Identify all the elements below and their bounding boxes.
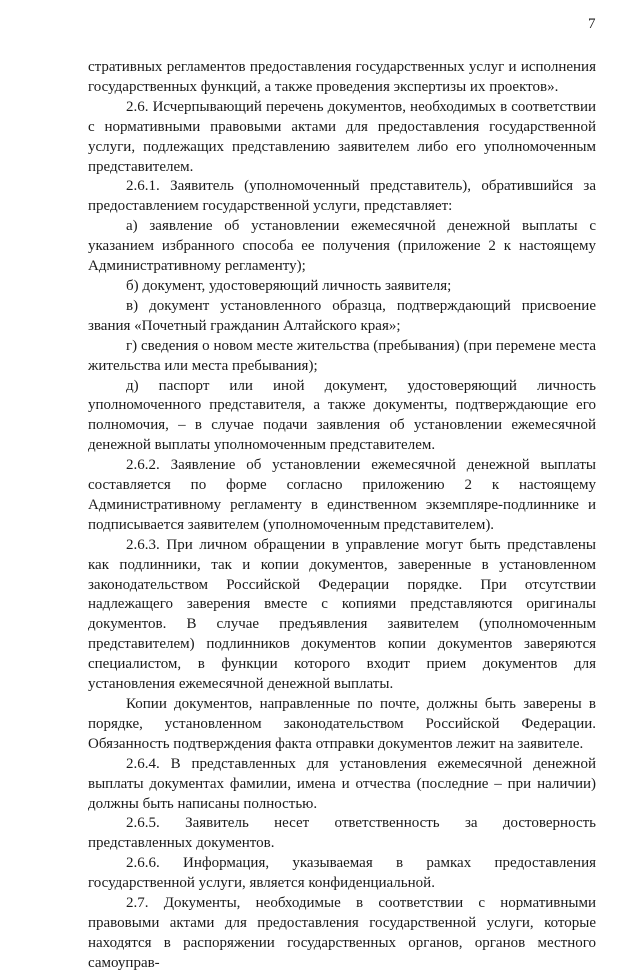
paragraph: б) документ, удостоверяющий личность заявителя; <box>126 277 452 294</box>
paragraph: 2.7. Документы, необходимые в соответствии с нормативными правовыми актами для предоставления государственной услуги, которые находятся в распоряжении государственных органов, органов местного самоуправ- <box>88 895 596 971</box>
paragraph: 2.6.3. При личном обращении в управление могут быть представлены как подлинники, так и копии документов, заверенные в установленном законодательством Российской Федерации порядке. При отсутствии надлежащего заверения вместе с копиями представляются оригиналы документов. В случае предъявления заявителем (уполномоченным представителем) подлинников документов копии документов заверяются специалистом, в функции которого входит прием документов для установления ежемесячной денежной выплаты. <box>88 536 596 693</box>
paragraph: 2.6.6. Информация, указываемая в рамках предоставления государственной услуги, является конфиденциальной. <box>88 855 596 892</box>
paragraph: стративных регламентов предоставления государственных услуг и исполнения государственных функций, а также проведения экспертизы их проектов». <box>88 59 596 95</box>
paragraph: а) заявление об установлении ежемесячной денежной выплаты с указанием избранного способа ее получения (приложение 2 к настоящему Административному регламенту); <box>88 218 596 275</box>
paragraph: 2.6.2. Заявление об установлении ежемесячной денежной выплаты составляется по форме согласно приложению 2 к настоящему Административному регламенту в единственном экземпляре-подлиннике и подписывается заявителем (уполномоченным представителем). <box>88 457 596 533</box>
paragraph: Копии документов, направленные по почте, должны быть заверены в порядке, установленном законодательством Российской Федерации. Обязанность подтверждения факта отправки документов лежит на заявителе. <box>88 696 596 752</box>
paragraph: 2.6.5. Заявитель несет ответственность за достоверность представленных документов. <box>88 815 596 852</box>
paragraph: 2.6. Исчерпывающий перечень документов, необходимых в соответствии с нормативными правовыми актами для предоставления государственной услуги, подлежащих представлению заявителем либо его уполномоченным представителем. <box>88 98 596 175</box>
document-body <box>88 58 596 974</box>
paragraph: 2.6.4. В представленных для установления ежемесячной денежной выплаты документах фамилии, имена и отчества (последние – при наличии) должны быть написаны полностью. <box>88 755 596 812</box>
paragraph: д) паспорт или иной документ, удостоверяющий личность уполномоченного представителя, а также документы, подтверждающие его полномочия, – в случае подачи заявления об установлении ежемесячной денежной выплаты уполномоченным представителем. <box>88 377 596 454</box>
paragraph: в) документ установленного образца, подтверждающий присвоение звания «Почетный гражданин Алтайского края»; <box>88 297 596 334</box>
paragraph: г) сведения о новом месте жительства (пребывания) (при перемене места жительства или места пребывания); <box>88 337 596 374</box>
paragraph: 2.6.1. Заявитель (уполномоченный представитель), обратившийся за предоставлением государственной услуги, представляет: <box>88 178 596 215</box>
page-number: 7 <box>588 16 596 32</box>
